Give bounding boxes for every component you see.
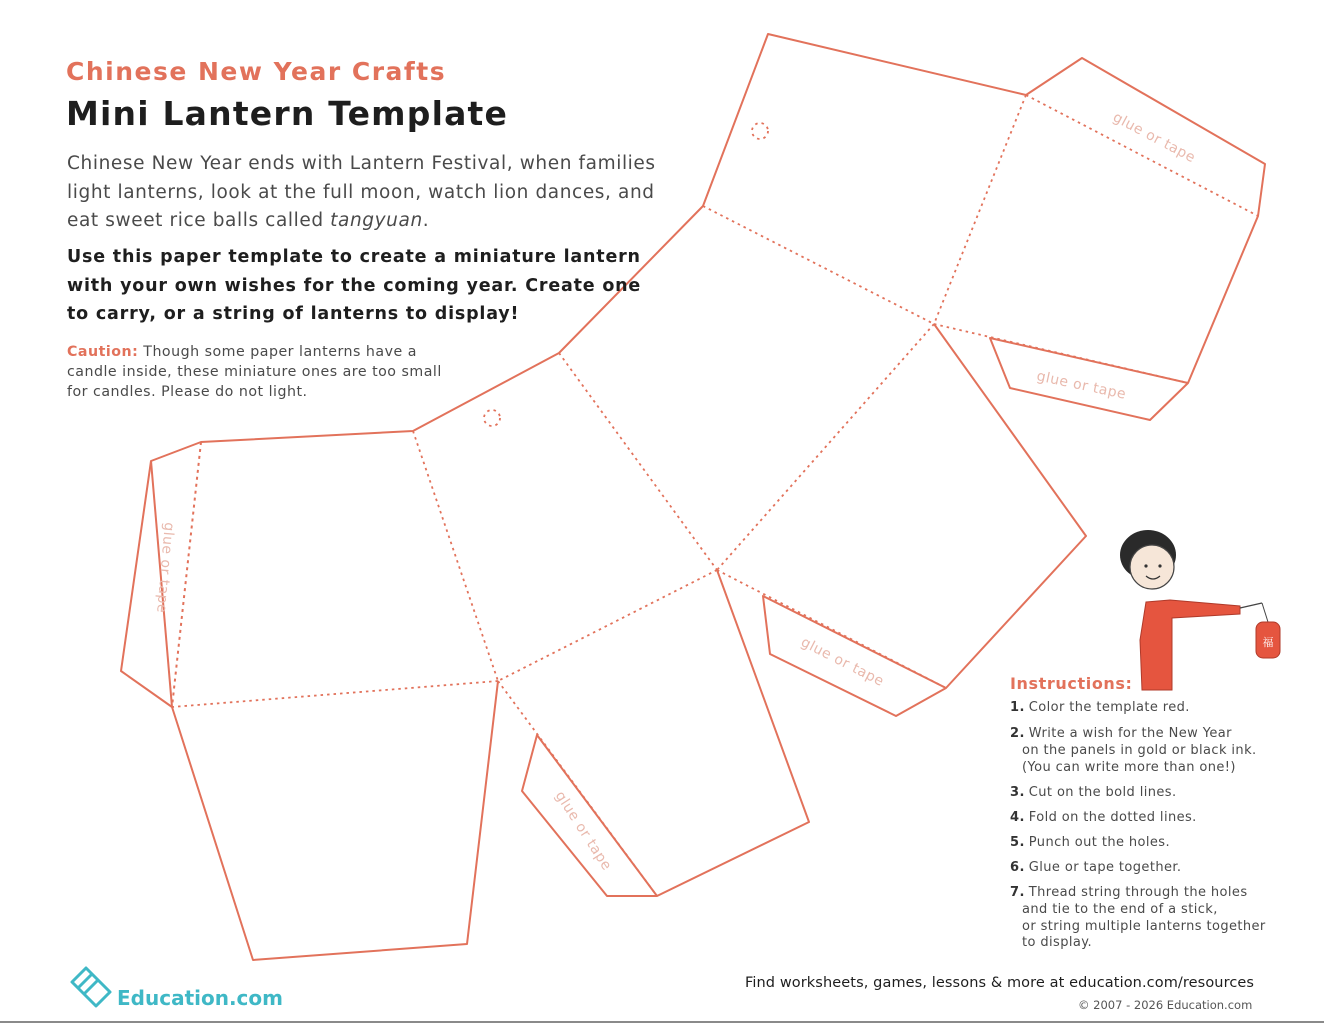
- instruction-step: [1010, 810, 1310, 827]
- instruction-step: [1010, 726, 1310, 776]
- glue-tab-label: glue or tape: [798, 634, 887, 690]
- instructions-title: Instructions:: [1010, 674, 1133, 693]
- fold-line-left-tab: [172, 442, 201, 707]
- page-title: Mini Lantern Template: [66, 94, 509, 133]
- intro-paragraph: Chinese New Year ends with Lantern Festival, when families light lanterns, look at the full moon, watch lion dances, and eat sweet rice balls called tangyuan.: [67, 153, 656, 231]
- step-text: and tie to the end of a stick,: [1022, 901, 1218, 917]
- child-with-lantern-illustration: [1120, 530, 1280, 690]
- fold-line: [934, 95, 1026, 324]
- punch-hole: [484, 410, 500, 426]
- tangyuan-term: tangyuan: [330, 210, 423, 231]
- punch-hole: [752, 123, 768, 139]
- copyright: © 2007 - 2026 Education.com: [1078, 998, 1253, 1012]
- step-number: 6.: [1010, 860, 1025, 875]
- brand-name[interactable]: Education.com: [117, 986, 283, 1010]
- cut-line-top-panel: [703, 34, 1265, 420]
- step-number: 4.: [1010, 810, 1025, 825]
- step-text: Glue or tape together.: [1028, 860, 1182, 875]
- resources-link[interactable]: Find worksheets, games, lessons & more at education.com/resources: [745, 975, 1255, 991]
- step-text: Thread string through the holes: [1028, 885, 1248, 900]
- step-number: 1.: [1010, 700, 1025, 715]
- glue-tab-label: glue or tape: [153, 521, 177, 614]
- fold-line: [1026, 95, 1258, 216]
- svg-text:福: 福: [1262, 636, 1274, 649]
- caution-note: Caution: Though some paper lanterns have a candle inside, these miniature ones are too small for candles. Please do not light.: [67, 344, 442, 400]
- instruction-step: [1010, 860, 1310, 877]
- glue-tab-label: glue or tape: [551, 788, 615, 874]
- glue-tab-label: glue or tape: [1110, 109, 1199, 167]
- step-number: 7.: [1010, 885, 1025, 900]
- fold-line: [498, 570, 717, 681]
- step-text: to display.: [1022, 935, 1093, 951]
- step-text: on the panels in gold or black ink.: [1022, 742, 1257, 758]
- fold-line: [717, 324, 934, 570]
- page-subtitle: Chinese New Year Crafts: [66, 57, 447, 86]
- bottom-divider: [0, 1021, 1324, 1023]
- fold-line: [559, 353, 717, 570]
- step-text: Punch out the holes.: [1028, 835, 1171, 850]
- step-number: 2.: [1010, 726, 1025, 741]
- education-logo-icon: [72, 968, 110, 1006]
- step-number: 3.: [1010, 785, 1025, 800]
- fold-line: [703, 206, 934, 324]
- instruction-step: [1010, 885, 1310, 952]
- step-text: Cut on the bold lines.: [1028, 785, 1177, 800]
- call-to-action: Use this paper template to create a miniature lantern with your own wishes for the coming year. Create one to carry, or a string of lanterns to display!: [67, 247, 642, 324]
- fold-line: [172, 681, 498, 707]
- caution-label: Caution:: [67, 344, 139, 360]
- step-text: Write a wish for the New Year: [1028, 726, 1232, 741]
- step-text: or string multiple lanterns together: [1022, 918, 1266, 934]
- step-number: 5.: [1010, 835, 1025, 850]
- instruction-step: [1010, 785, 1310, 802]
- instruction-step: [1010, 835, 1310, 852]
- step-text: Color the template red.: [1028, 700, 1190, 715]
- step-text: (You can write more than one!): [1022, 759, 1236, 775]
- glue-tab-label: glue or tape: [1035, 368, 1128, 403]
- fold-line: [413, 431, 498, 681]
- step-text: Fold on the dotted lines.: [1028, 810, 1197, 825]
- instruction-step: [1010, 700, 1310, 717]
